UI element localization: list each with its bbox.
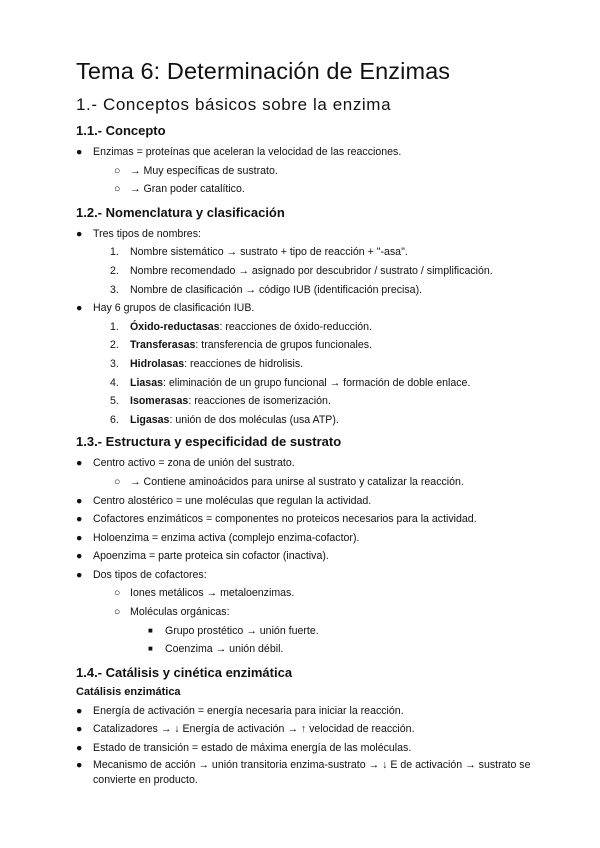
circle-marker: ○: [114, 164, 121, 177]
bullet-marker: ●: [76, 742, 83, 755]
numbered-item: 2. Transferasas: transferencia de grupos funcionales.: [110, 339, 373, 352]
list-item: ■ Grupo prostético → unión fuerte.: [76, 622, 560, 641]
bullet-marker: ●: [76, 513, 83, 526]
list-item: ○ → Contiene aminoácidos para unirse al sustrato y catalizar la reacción.: [76, 473, 560, 492]
bullet-marker: ●: [76, 494, 83, 507]
numbered-item: 1. Nombre sistemático → sustrato + tipo de reacción + "-asa".: [110, 246, 408, 259]
bullet-marker: ●: [76, 531, 83, 544]
bullet-marker: ●: [76, 758, 83, 771]
bullet-marker: ●: [76, 302, 83, 315]
list-item: ● Mecanismo de acción → unión transitoria enzima-sustrato → ↓ E de activación → sustrato se convierte en producto.: [76, 758, 531, 786]
list-item: ○ → Muy específicas de sustrato.: [76, 162, 560, 181]
list-item: ○ → Gran poder catalítico.: [76, 180, 560, 199]
numbered-item: 5. Isomerasas: reacciones de isomerización.: [110, 395, 331, 408]
list-item: ○ Iones metálicos → metaloenzimas.: [76, 584, 560, 603]
square-marker: ■: [148, 644, 153, 654]
numbered-item: 3. Hidrolasas: reacciones de hidrolisis.: [110, 357, 304, 370]
list-item: ● Centro activo = zona de unión del sustrato.: [76, 454, 560, 473]
numbered-item: 1. Óxido-reductasas: reacciones de óxido-reducción.: [110, 320, 373, 333]
numbered-item: 4. Liasas: eliminación de un grupo funcional → formación de doble enlace.: [110, 376, 471, 389]
list-item: ● Hay 6 grupos de clasificación IUB.: [76, 299, 560, 318]
bullet-marker: ●: [76, 704, 83, 717]
circle-marker: ○: [114, 606, 121, 619]
circle-marker: ○: [114, 475, 121, 488]
list-item: ● Tres tipos de nombres:: [76, 225, 560, 244]
list-item: ● Catalizadores → ↓ Energía de activación → ↑ velocidad de reacción.: [76, 720, 560, 739]
list-item: ● Cofactores enzimáticos = componentes no proteicos necesarios para la actividad.: [76, 510, 560, 529]
square-marker: ■: [148, 625, 153, 635]
document-title: Tema 6: Determinación de Enzimas: [76, 58, 451, 84]
bullet-marker: ●: [76, 568, 83, 581]
section-1-2-heading: 1.2.- Nomenclatura y clasificación: [76, 204, 285, 220]
list-item: ● Dos tipos de cofactores:: [76, 566, 560, 585]
section-1-4-heading: 1.4.- Catálisis y cinética enzimática: [76, 664, 293, 680]
bullet-marker: ●: [76, 723, 83, 736]
bullet-marker: ●: [76, 146, 83, 158]
list-item: ● Enzimas = proteínas que aceleran la velocidad de las reacciones.: [76, 143, 560, 162]
bullet-marker: ●: [76, 550, 83, 563]
circle-marker: ○: [114, 587, 121, 600]
bullet-marker: ●: [76, 457, 83, 470]
circle-marker: ○: [114, 183, 121, 196]
list-item: ● Energía de activación = energía necesaria para iniciar la reacción.: [76, 702, 560, 721]
list-item: ■ Coenzima → unión débil.: [76, 640, 560, 659]
list-item: ● Centro alostérico = une moléculas que regulan la actividad.: [76, 492, 560, 511]
section-1-1-heading: 1.1.- Concepto: [76, 123, 166, 138]
list-item: ● Estado de transición = estado de máxima energía de las moléculas.: [76, 739, 560, 758]
bullet-marker: ●: [76, 227, 83, 240]
list-item: ● Apoenzima = parte proteica sin cofactor (inactiva).: [76, 547, 560, 566]
numbered-item: 2. Nombre recomendado → asignado por descubridor / sustrato / simplificación.: [110, 264, 493, 277]
section-1-heading: 1.- Conceptos básicos sobre la enzima: [76, 95, 392, 114]
section-1-3-heading: 1.3.- Estructura y especificidad de sustrato: [76, 434, 342, 450]
numbered-item: 6. Ligasas: unión de dos moléculas (usa ATP).: [110, 413, 339, 426]
list-item: ● Holoenzima = enzima activa (complejo enzima-cofactor).: [76, 529, 560, 548]
catalisis-subheading: Catálisis enzimática: [76, 685, 181, 698]
numbered-item: 3. Nombre de clasificación → código IUB (identificación precisa).: [110, 283, 423, 296]
list-item: ○ Moléculas orgánicas:: [76, 603, 560, 622]
